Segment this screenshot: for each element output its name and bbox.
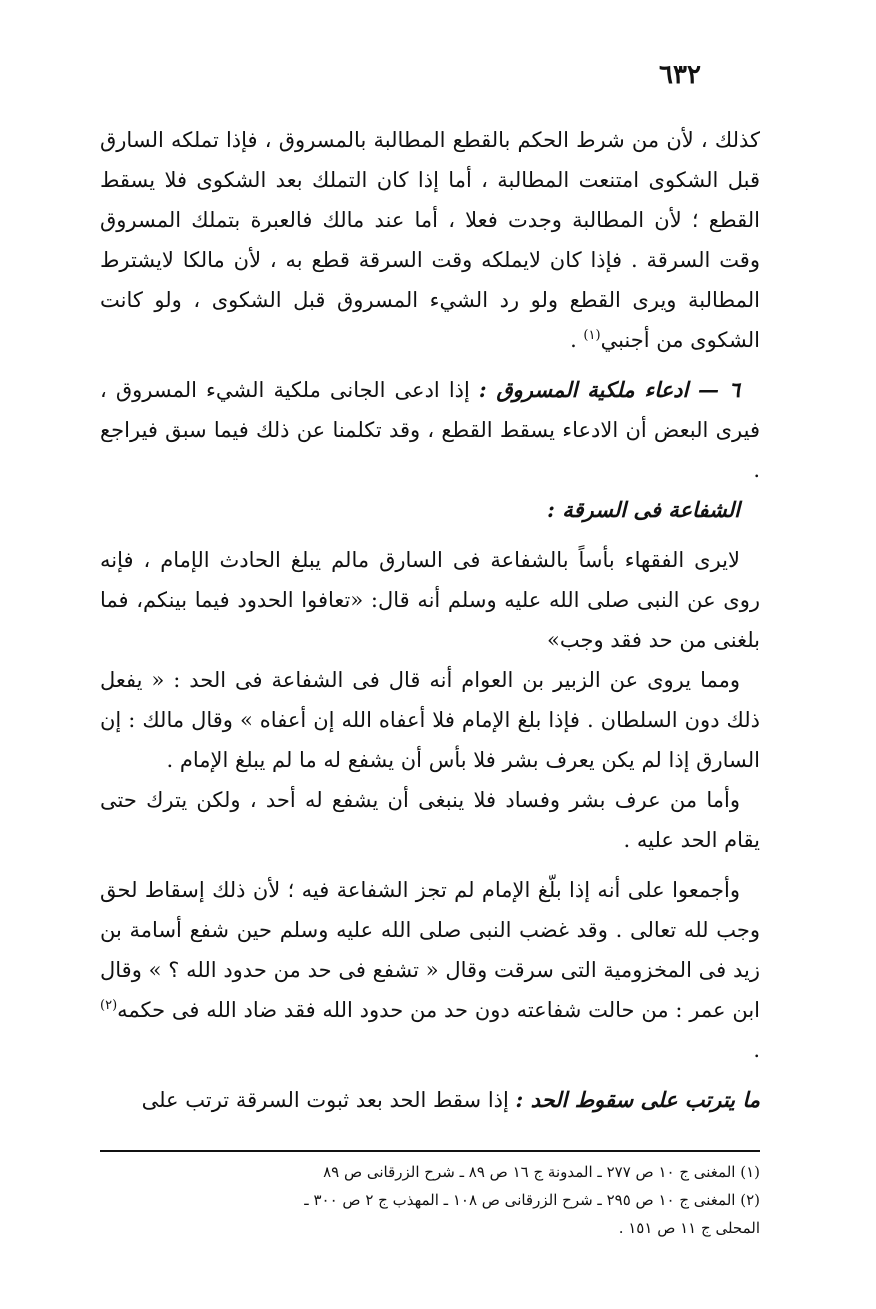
paragraph-2: [100, 370, 760, 490]
footnote-2-continued: المحلى ج ١١ ص ١٥١ .: [618, 1219, 760, 1237]
footnote-1: (١) المغنى ج ١٠ ص ٢٧٧ ـ المدونة ج ١٦ ص ٨٩ ـ شرح الزرقانى ص ٨٩: [323, 1163, 760, 1181]
paragraph-1: [100, 120, 760, 360]
main-text: [100, 120, 760, 1120]
footnote-ref-2: (٢): [100, 998, 118, 1013]
paragraph-2-text: إذا ادعى الجانى ملكية الشيء المسروق ، فيرى البعض أن الادعاء يسقط القطع ، وقد تكلمنا عن ذلك فيما سبق فيراجع .: [100, 378, 760, 482]
section-heading-intercession: الشفاعة فى السرقة :: [547, 497, 740, 522]
paragraph-6-text: وأجمعوا على أنه إذا بلّغ الإمام لم تجز الشفاعة فيه ؛ لأن ذلك إسقاط لحق وجب لله تعالى . وقد غضب النبى صلى الله عليه وسلم حين شفع أسامة بن زيد فى المخزومية التى سرقت وقال « تشفع فى حد من حدود الله ؟ » وقال ابن عمر : من حالت شفاعته دون حد من حدود الله فقد ضاد الله فى حكمه: [100, 878, 760, 1022]
consequences-heading: ما يترتب على سقوط الحد :: [515, 1087, 760, 1112]
paragraph-7-text: إذا سقط الحد بعد ثبوت السرقة ترتب على: [141, 1088, 516, 1112]
footnote-ref-1: (١): [583, 328, 601, 343]
footnote-2: (٢) المغنى ج ١٠ ص ٢٩٥ ـ شرح الزرقانى ص ١٠٨ ـ المهذب ج ٢ ص ٣٠٠ ـ: [304, 1191, 760, 1209]
paragraph-6-end: .: [753, 1038, 760, 1062]
paragraph-5: وأما من عرف بشر وفساد فلا ينبغى أن يشفع له أحد ، ولكن يترك حتى يقام الحد عليه .: [100, 788, 760, 852]
paragraph-3: لايرى الفقهاء بأساً بالشفاعة فى السارق مالم يبلغ الحادث الإمام ، فإنه روى عن النبى صلى الله عليه وسلم أنه قال: «تعافوا الحدود فيما بينكم، فما بلغنى من حد فقد وجب»: [100, 548, 760, 652]
paragraph-7: [100, 1080, 760, 1120]
paragraph-4: ومما يروى عن الزبير بن العوام أنه قال فى الشفاعة فى الحد : « يفعل ذلك دون السلطان . فإذا بلغ الإمام فلا أعفاه الله إن أعفاه » وقال مالك : إن السارق إذا لم يكن يعرف بشر فلا بأس أن يشفع له ما لم يبلغ الإمام .: [100, 668, 760, 772]
paragraph-6: [100, 870, 760, 1070]
footnote-divider: [100, 1150, 760, 1152]
page-number: ٦٣٢: [659, 60, 701, 90]
paragraph-1-end: .: [570, 328, 584, 352]
footnotes: [100, 1158, 760, 1242]
claim-of-ownership-heading: ٦ — ادعاء ملكية المسروق :: [478, 377, 740, 402]
paragraph-1-text: كذلك ، لأن من شرط الحكم بالقطع المطالبة بالمسروق ، فإذا تملكه السارق قبل الشكوى امتنعت المطالبة ، أما إذا كان التملك بعد الشكوى فلا يسقط القطع ؛ لأن المطالبة وجدت فعلا ، أما عند مالك فالعبرة بتملك المسروق وقت السرقة . فإذا كان لايملكه وقت السرقة قطع به ، لأن مالكا لايشترط المطالبة ويرى القطع ولو رد الشيء المسروق قبل الشكوى ، ولو كانت الشكوى من أجنبي: [100, 128, 760, 352]
